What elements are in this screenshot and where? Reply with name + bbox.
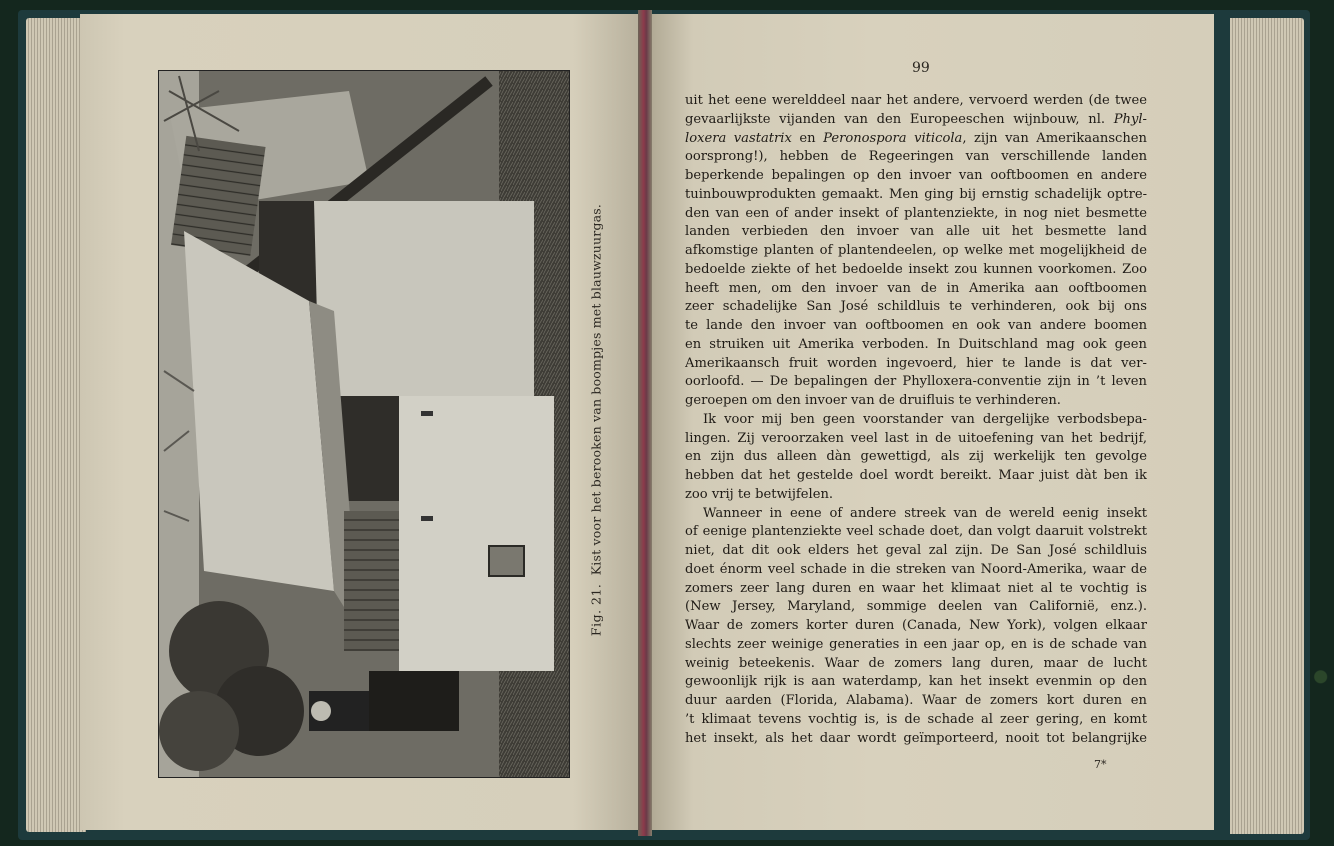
text-run: lingen. Zij veroorzaken veel last in de uitoefening van het bedrijf, (685, 430, 1147, 446)
page-number: 99 (912, 60, 930, 76)
text-line (685, 92, 1147, 111)
text-line (685, 242, 1147, 261)
page-edges-right (1230, 18, 1304, 834)
page-edges-left (26, 18, 86, 832)
text-line (685, 392, 1147, 411)
book-gutter (638, 10, 652, 836)
text-run: weinig beteekenis. Waar de zomers lang duren, maar de lucht (685, 655, 1147, 671)
text-run: gewoonlijk rijk is aan waterdamp, kan het insekt evenmin op den (685, 674, 1147, 690)
text-run: beperkende bepalingen op den invoer van ooftboomen en andere (685, 168, 1147, 183)
body-text (685, 92, 1147, 748)
text-line (685, 148, 1147, 167)
text-run: zoo vrij te betwijfelen. (685, 486, 834, 502)
text-line (685, 730, 1147, 749)
text-line (685, 617, 1147, 636)
text-line (685, 598, 1147, 617)
text-line (685, 523, 1147, 542)
text-run: duur aarden (Florida, Alabama). Waar de zomers kort duren en (685, 693, 1147, 708)
text-line (685, 280, 1147, 299)
italic-text: Phyl- (1113, 111, 1147, 127)
text-line (685, 130, 1147, 149)
text-run: hebben dat het gestelde doel wordt bereikt. Maar juist dàt ben ik (685, 468, 1147, 483)
text-line (685, 580, 1147, 599)
text-run: uit het eene werelddeel naar het andere, vervoerd werden (de twee (685, 93, 1147, 108)
text-run: niet, dat dit ook elders het geval zal zijn. De San José schildluis (685, 543, 1147, 558)
text-run: heeft men, om den invoer van de in Amerika aan ooftboomen (685, 280, 1147, 296)
text-line (685, 636, 1147, 655)
text-run: Ik voor mij ben geen voorstander van dergelijke verbodsbepa- (703, 411, 1147, 427)
text-line (685, 673, 1147, 692)
text-run: afkomstige planten of plantendeelen, op welke met mogelijkheid de (685, 243, 1147, 258)
text-run: en (791, 130, 824, 146)
text-line (685, 561, 1147, 580)
text-line (685, 205, 1147, 224)
text-line (685, 542, 1147, 561)
text-line (685, 411, 1147, 430)
text-run: tuinbouwprodukten gemaakt. Men ging bij ernstig schadelijk optre- (685, 186, 1147, 202)
signature-mark: 7* (1094, 758, 1107, 771)
text-run: Waar de zomers korter duren (Canada, New York), volgen elkaar (685, 618, 1147, 633)
text-run: zomers zeer lang duren en waar het klimaat niet al te vochtig is (685, 580, 1147, 596)
text-run: oorloofd. — De bepalingen der Phylloxera-conventie zijn in ’t leven (685, 374, 1147, 390)
text-line (685, 186, 1147, 205)
text-line (685, 317, 1147, 336)
figure-caption (589, 204, 604, 636)
text-line (685, 448, 1147, 467)
text-line (685, 467, 1147, 486)
text-line (685, 711, 1147, 730)
text-run: Wanneer in eene of andere streek van de wereld eenig insekt (703, 505, 1147, 521)
text-run: slechts zeer weinige generaties in een jaar op, en is de schade van (685, 636, 1147, 652)
text-run: oorsprong!), hebben de Regeeringen van verschillende landen (685, 149, 1147, 165)
text-run: te lande den invoer van ooftboomen en ook van andere boomen (685, 318, 1147, 333)
text-run: en zijn dus alleen dàn gewettigd, als zij werkelijk ten gevolge (685, 449, 1147, 465)
text-run: , zijn van Amerikaanschen (962, 130, 1147, 146)
fumigation-box-photo (159, 71, 569, 777)
text-run: en struiken uit Amerika verboden. In Duitschland mag ook geen (685, 336, 1147, 352)
text-run: bedoelde ziekte of het bedoelde insekt zou kunnen voorkomen. Zoo (685, 261, 1147, 277)
text-run: (New Jersey, Maryland, sommige deelen van Californië, enz.). (685, 599, 1147, 615)
text-line (685, 167, 1147, 186)
text-line (685, 655, 1147, 674)
text-run: doet énorm veel schade in die streken van Noord-Amerika, waar de (685, 561, 1147, 577)
text-run: zeer schadelijke San José schildluis te verhinderen, ook bij ons (685, 299, 1147, 315)
text-line (685, 430, 1147, 449)
figure-caption-text: Kist voor het berooken van boompjes met blauwzuurgas. (588, 203, 604, 576)
text-run: of eenige plantenziekte veel schade doet, dan volgt daaruit volstrekt (685, 524, 1147, 540)
text-run: gevaarlijkste vijanden van den Europeeschen wijnbouw, nl. (685, 111, 1114, 127)
text-run: Amerikaansch fruit worden ingevoerd, hier te lande is dat ver- (685, 355, 1147, 371)
text-line (685, 692, 1147, 711)
text-line (685, 336, 1147, 355)
figure-photograph (158, 70, 570, 778)
text-line (685, 298, 1147, 317)
text-run: landen verbieden den invoer van alle uit het besmette land (685, 224, 1147, 240)
text-run: geroepen om den invoer van de druifluis te verhinderen. (685, 393, 1061, 408)
text-line (685, 355, 1147, 374)
text-line (685, 223, 1147, 242)
text-line (685, 373, 1147, 392)
text-run: ’t klimaat tevens vochtig is, is de schade al zeer gering, en komt (685, 711, 1147, 727)
figure-number: Fig. 21. (588, 583, 604, 637)
text-line (685, 111, 1147, 130)
italic-text: loxera vastatrix (685, 130, 792, 146)
text-line (685, 486, 1147, 505)
text-run: het insekt, als het daar wordt geïmporteerd, nooit tot belangrijke (685, 730, 1147, 746)
text-run: den van een of ander insekt of plantenziekte, in nog niet besmette (685, 205, 1147, 221)
text-line (685, 261, 1147, 280)
italic-text: Peronospora viticola (823, 130, 963, 146)
text-line (685, 505, 1147, 524)
